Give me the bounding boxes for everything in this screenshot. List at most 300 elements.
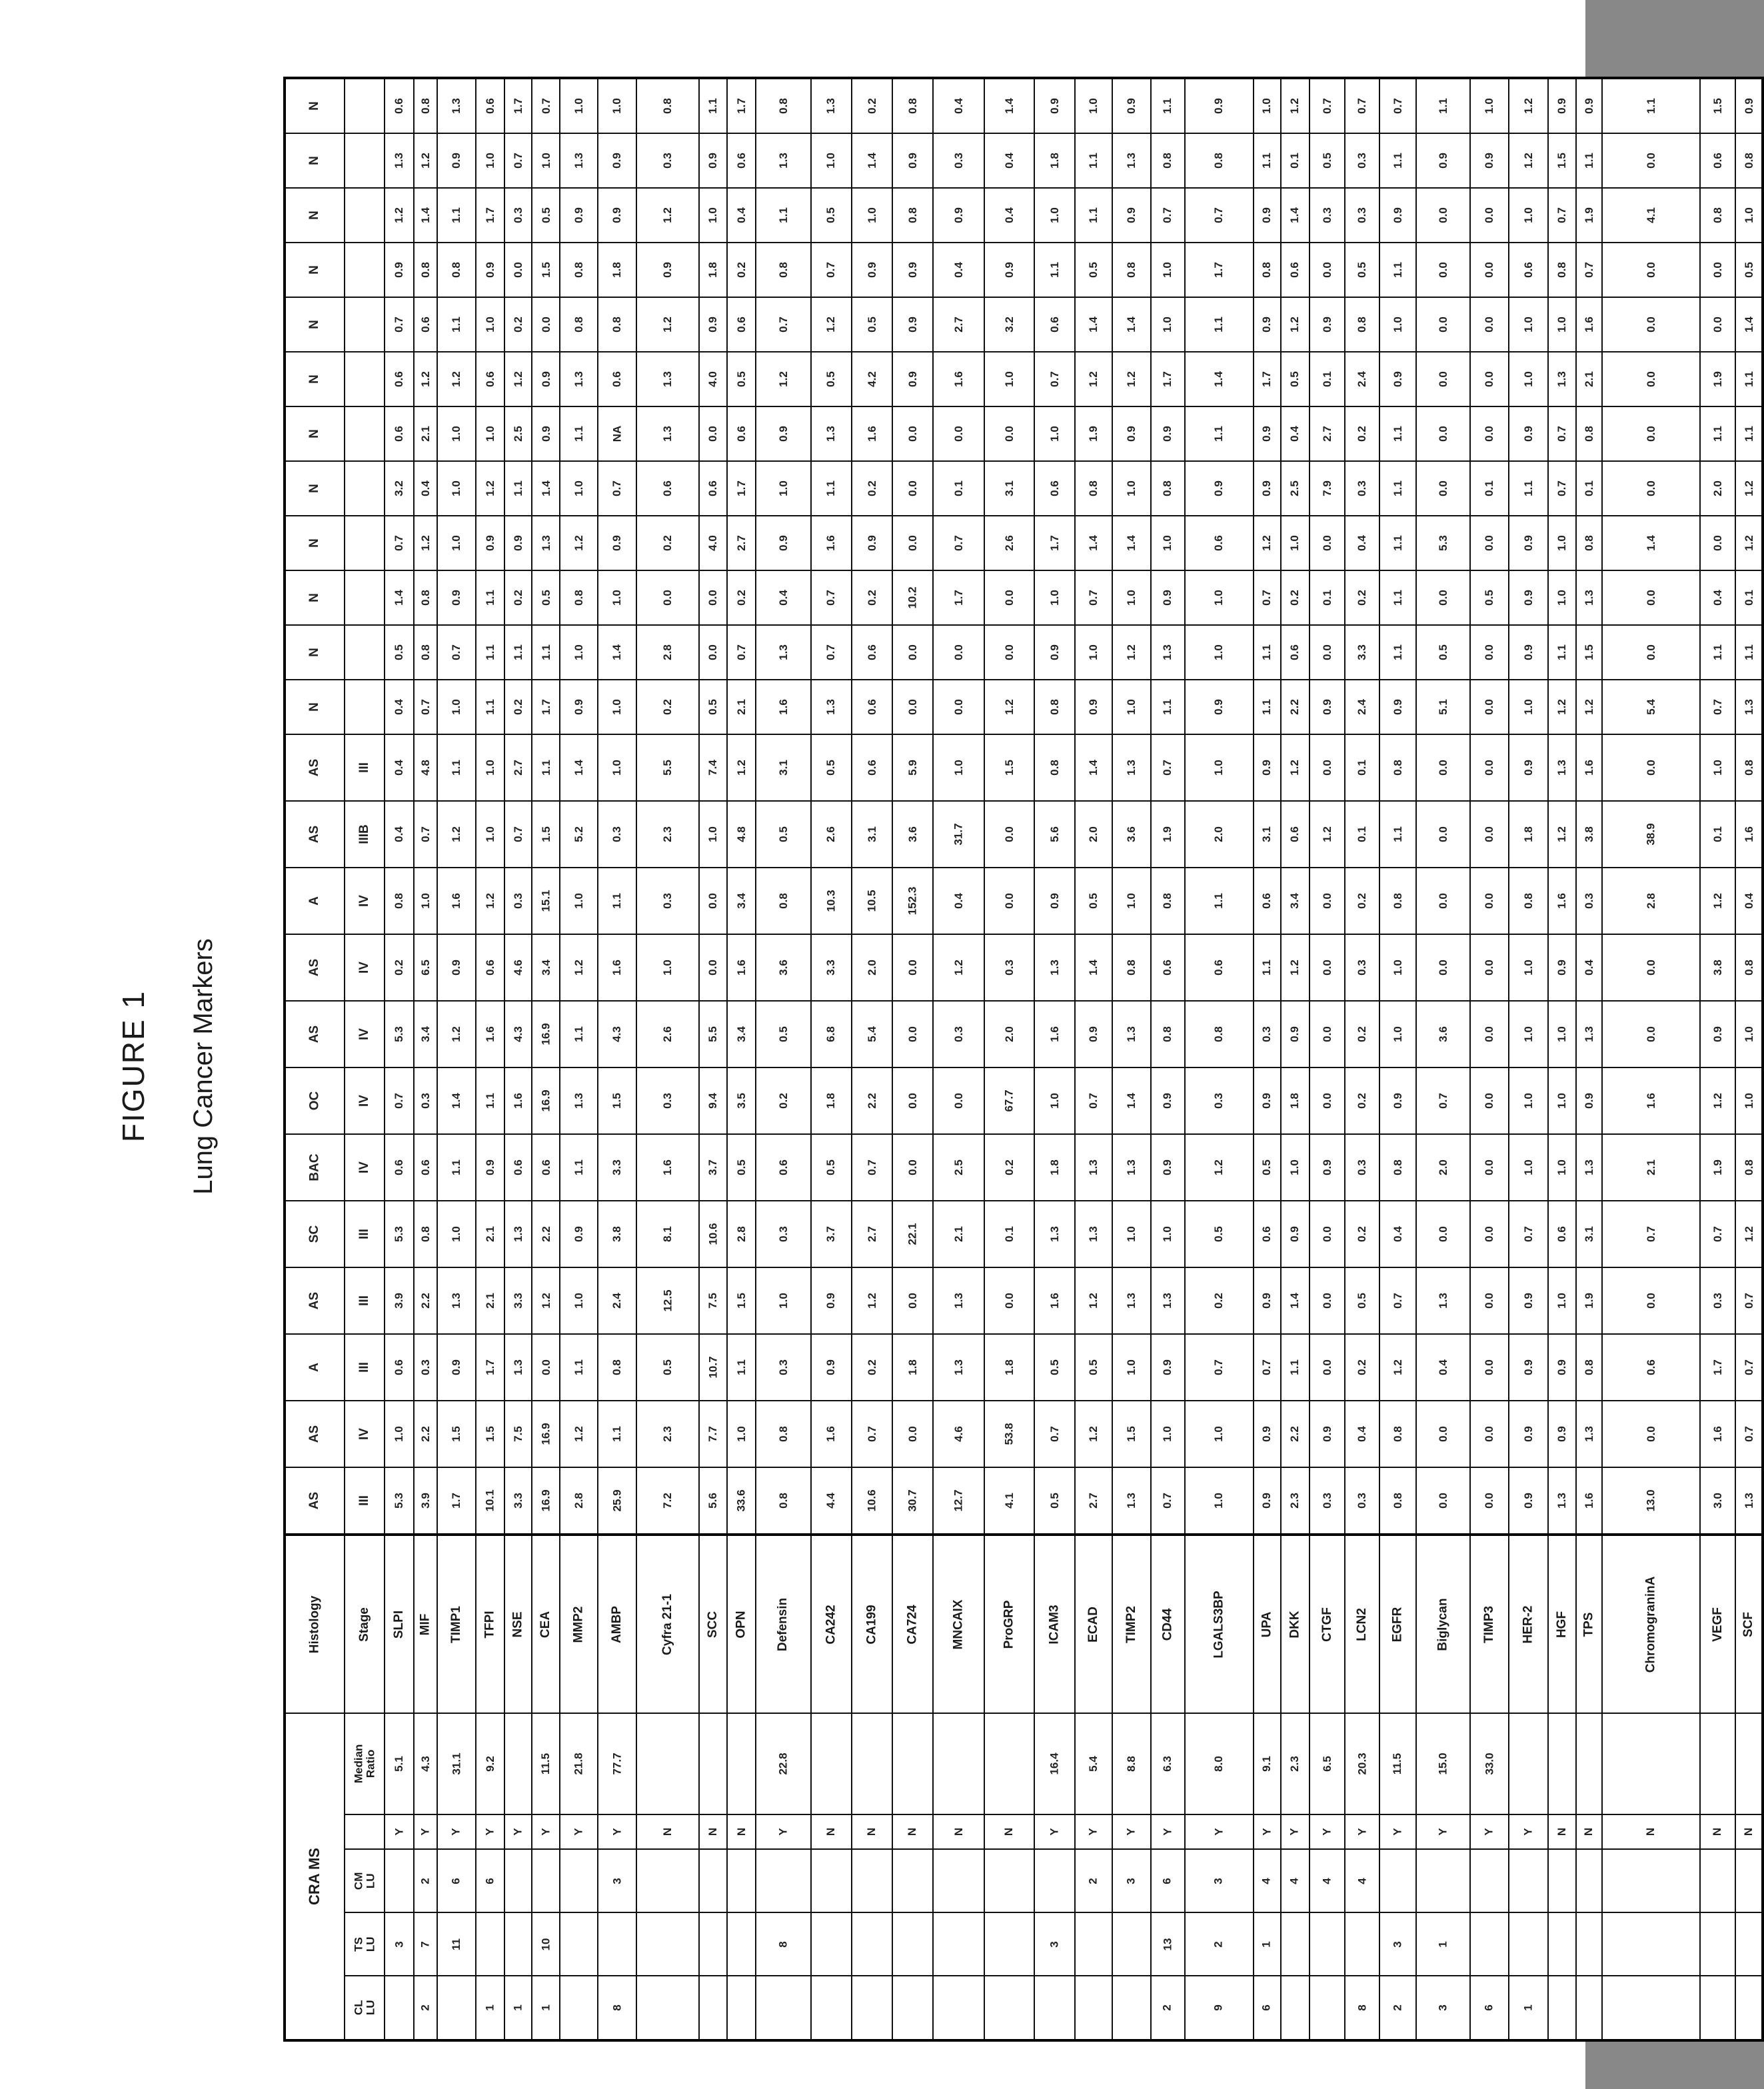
value-cell [699,297,727,352]
sample-row [285,868,1763,934]
value-cell [476,516,504,570]
value-cell [560,934,598,1001]
value-cell-text: 1.2 [824,317,838,333]
histology-cell-text: N [307,429,322,438]
value-cell [892,680,933,734]
value-cell [532,625,560,680]
marker-name-cell [1379,1535,1416,1713]
value-cell-text: 0.1 [1288,153,1302,169]
value-cell [1254,406,1281,461]
value-cell-text: 0.0 [1483,1493,1496,1509]
value-cell-text: 0.9 [1124,98,1138,114]
value-cell-text: 0.6 [734,153,748,169]
value-cell-text: 1.2 [1124,371,1138,387]
value-cell-text: 1.3 [572,1093,585,1109]
value-cell-text: 1.7 [1260,371,1274,387]
value-cell-text: 16.9 [539,1489,552,1512]
value-cell [1379,406,1416,461]
value-cell-text: 0.7 [393,535,406,551]
value-cell-text: 3.8 [1711,960,1724,976]
value-cell [852,868,892,934]
value-cell [1112,352,1151,406]
value-cell [1151,1267,1185,1334]
cra-ms-row-value-cell-text: Y [1355,1828,1369,1836]
value-cell-text: 0.1 [1320,590,1333,606]
value-cell [699,406,727,461]
value-cell [476,352,504,406]
cra-ms-row-value-cell [1379,1814,1416,1849]
value-cell-text: 0.0 [906,699,919,715]
value-cell [1548,1067,1576,1134]
value-cell-text: 0.6 [419,317,432,333]
value-cell-text: 0.3 [1355,480,1369,496]
value-cell [699,801,727,868]
value-cell [560,297,598,352]
value-cell-text: 1.1 [572,1159,585,1175]
value-cell [636,934,699,1001]
cra-ms-group-label-text: CRA MS [306,1848,323,1905]
value-cell [1075,352,1112,406]
value-cell [1470,680,1509,734]
value-cell [1379,1201,1416,1267]
value-cell-text: 3.7 [824,1226,838,1242]
value-cell [1548,734,1576,801]
value-cell-text: 1.2 [1212,1159,1226,1175]
value-cell-text: 1.3 [539,535,552,551]
value-cell [1281,570,1310,625]
value-cell-text: 1.2 [572,535,585,551]
value-cell [476,680,504,734]
value-cell [984,1467,1034,1535]
value-cell [1548,934,1576,1001]
median-ratio-row-value-cell [1509,1713,1548,1814]
value-cell [1310,188,1345,243]
figure-subtitle-text: Lung Cancer Markers [188,938,218,1195]
value-cell [1735,461,1763,516]
value-cell-text: 1.0 [1521,1159,1535,1175]
value-cell-text: 1.2 [776,371,790,387]
value-cell [811,461,852,516]
value-cell [598,801,636,868]
histology-cell [285,188,345,243]
value-cell [1735,1267,1763,1334]
marker-name-cell-text: SLPI [392,1610,407,1639]
value-cell-text: 1.1 [1260,644,1274,660]
stage-cell [345,1334,385,1401]
value-cell [933,801,984,868]
value-cell [1254,570,1281,625]
cl-lu-row-value-cell [699,1976,727,2040]
value-cell [1602,625,1700,680]
value-cell [1470,734,1509,801]
value-cell-text: 1.1 [450,207,463,223]
marker-name-cell-text: CTGF [1320,1607,1334,1642]
value-cell-text: 1.0 [734,1426,748,1442]
value-cell-text: 0.6 [393,98,406,114]
ts-lu-row-value-cell-text: 7 [419,1940,432,1948]
value-cell [892,1267,933,1334]
value-cell-text: 1.2 [419,535,432,551]
value-cell [1548,570,1576,625]
ts-lu-row-value-cell-text: 3 [1391,1940,1404,1948]
value-cell-text: 1.2 [419,371,432,387]
value-cell [437,78,476,133]
stage-cell-text: III [357,1295,371,1306]
value-cell [437,680,476,734]
value-cell-text: 0.0 [906,1426,919,1442]
value-cell [598,570,636,625]
value-cell [1310,680,1345,734]
value-cell-text: 2.1 [419,426,432,442]
stage-cell [345,734,385,801]
value-cell-text: 1.1 [1391,262,1404,278]
value-cell [933,1067,984,1134]
value-cell [1700,1334,1736,1401]
value-cell-text: 1.7 [734,480,748,496]
value-cell-text: 0.9 [1555,960,1569,976]
value-cell [852,625,892,680]
value-cell-text: 0.4 [1742,893,1755,909]
value-cell-text: 0.6 [393,1359,406,1375]
value-cell [1151,1201,1185,1267]
value-cell [560,1334,598,1401]
value-cell [1416,801,1470,868]
marker-name-cell-text: ChromograninA [1643,1576,1658,1673]
value-cell-text: 0.3 [1260,1026,1274,1042]
cm-lu-row-value-cell [385,1849,414,1912]
value-cell [1602,868,1700,934]
stage-cell [345,133,385,188]
cl-lu-row-value-cell [811,1976,852,2040]
value-cell [984,1067,1034,1134]
value-cell-text: 1.5 [1582,644,1595,660]
value-cell-text: 1.0 [1288,535,1302,551]
value-cell [504,78,532,133]
value-cell [598,680,636,734]
sample-row [285,1401,1763,1467]
cl-lu-row-value-cell-text: 2 [1161,2004,1174,2011]
value-cell [892,461,933,516]
value-cell-text: 1.1 [483,1093,496,1109]
value-cell-text: 1.7 [483,1359,496,1375]
value-cell [414,243,437,297]
value-cell [476,570,504,625]
marker-name-cell-text: TPS [1581,1612,1596,1637]
value-cell [504,1067,532,1134]
ts-lu-row-value-cell [1379,1912,1416,1976]
value-cell [1602,461,1700,516]
value-cell-text: 0.1 [1002,1226,1016,1242]
value-cell-text: 0.8 [419,590,432,606]
stage-cell [345,461,385,516]
value-cell-text: 0.9 [1521,1359,1535,1375]
value-cell [1310,1201,1345,1267]
value-cell [1548,1201,1576,1267]
value-cell [727,406,756,461]
cm-lu-row-value-cell [1416,1849,1470,1912]
value-cell [476,1334,504,1401]
value-cell [1345,1334,1379,1401]
value-cell-text: 1.0 [483,317,496,333]
histology-cell [285,1201,345,1267]
value-cell [933,461,984,516]
value-cell [414,625,437,680]
median-ratio-row-value-cell-text: 8.8 [1124,1756,1138,1772]
cra-ms-row-value-cell-text: N [1711,1827,1724,1836]
marker-name-cell [1075,1535,1112,1713]
value-cell-text: 0.6 [734,426,748,442]
histology-cell [285,406,345,461]
value-cell-text: 1.0 [393,1426,406,1442]
value-cell-text: 1.0 [450,426,463,442]
value-cell [1416,734,1470,801]
median-ratio-row-value-cell-text: 9.2 [483,1756,496,1772]
value-cell [1034,406,1075,461]
value-cell-text: 1.2 [661,317,674,333]
value-cell [1416,934,1470,1001]
value-cell [1034,243,1075,297]
value-cell-text: 3.1 [776,760,790,776]
value-cell-text: 1.3 [1087,1159,1100,1175]
value-cell [1151,868,1185,934]
value-cell [1254,1467,1281,1535]
value-cell-text: 1.0 [661,960,674,976]
value-cell [852,934,892,1001]
histology-cell-text: N [307,702,322,712]
stage-cell-text: IV [357,1095,371,1107]
value-cell-text: 7.2 [661,1493,674,1509]
value-cell [984,1134,1034,1201]
value-cell-text: 1.1 [1742,371,1755,387]
value-cell [1310,1001,1345,1067]
value-cell [933,734,984,801]
value-cell [476,1067,504,1134]
value-cell [756,516,810,570]
value-cell [414,78,437,133]
value-cell-text: 1.0 [1048,590,1061,606]
value-cell-text: 0.9 [661,262,674,278]
value-cell [1034,1401,1075,1467]
ts-lu-label-text: TS LU [351,1936,377,1952]
value-cell [1416,1267,1470,1334]
value-cell [1112,1201,1151,1267]
value-cell [1379,1467,1416,1535]
value-cell-text: 1.0 [1161,262,1174,278]
value-cell [1602,352,1700,406]
value-cell-text: 0.3 [1355,1159,1369,1175]
value-cell [1548,1001,1576,1067]
cm-lu-row-value-cell [1735,1849,1763,1912]
value-cell [1034,1267,1075,1334]
value-cell-text: 1.6 [1711,1426,1724,1442]
cra-ms-row-value-cell [811,1814,852,1849]
value-cell-text: 0.7 [1212,207,1226,223]
value-cell [699,680,727,734]
cl-lu-row-value-cell-text: 6 [1260,2004,1274,2011]
ts-lu-row-value-cell [1075,1912,1112,1976]
value-cell-text: 1.1 [1212,426,1226,442]
value-cell [1185,1267,1254,1334]
cra-ms-group-label [285,1713,345,2040]
value-cell [1700,188,1736,243]
value-cell-text: 0.0 [1644,1026,1657,1042]
value-cell [1700,801,1736,868]
value-cell-text: 0.9 [1521,426,1535,442]
value-cell-text: 1.0 [572,98,585,114]
value-cell [1281,868,1310,934]
marker-name-cell [1735,1535,1763,1713]
median-ratio-row-value-cell [1576,1713,1602,1814]
value-cell [1112,1134,1151,1201]
ts-lu-row-value-cell [385,1912,414,1976]
sample-row [285,1001,1763,1067]
histology-cell-text: AS [307,958,322,977]
value-cell [727,1467,756,1535]
marker-name-cell [636,1535,699,1713]
value-cell-text: 1.2 [1742,480,1755,496]
value-cell-text: 4.1 [1644,207,1657,223]
value-cell [504,868,532,934]
value-cell [1470,133,1509,188]
value-cell [1310,1267,1345,1334]
value-cell [532,868,560,934]
value-cell-text: 1.1 [539,644,552,660]
cra-ms-row-value-cell-text: N [824,1827,838,1836]
marker-name-cell [1254,1535,1281,1713]
value-cell-text: 0.0 [1320,1293,1333,1309]
value-cell-text: 1.2 [572,960,585,976]
value-cell-text: 0.0 [1644,644,1657,660]
value-cell-text: 0.9 [1521,590,1535,606]
value-cell [1185,1401,1254,1467]
stage-cell-text: III [357,1495,371,1506]
cra-ms-row-value-cell-text: Y [419,1828,432,1836]
value-cell-text: 0.4 [1355,535,1369,551]
cra-ms-row-value-cell-text: Y [1124,1828,1138,1836]
value-cell [598,133,636,188]
cm-lu-row-value-cell [1576,1849,1602,1912]
value-cell-text: 0.0 [1436,1226,1449,1242]
value-cell-text: 1.1 [511,644,524,660]
value-cell-text: 1.7 [483,207,496,223]
cl-lu-label-text: CL LU [351,2000,377,2016]
value-cell [414,1267,437,1334]
value-cell [727,78,756,133]
value-cell-text: 1.7 [539,699,552,715]
value-cell-text: 0.9 [1521,644,1535,660]
value-cell [437,1067,476,1134]
value-cell [1254,133,1281,188]
value-cell [1075,406,1112,461]
value-cell-text: 0.6 [661,480,674,496]
value-cell-text: 152.3 [906,886,919,916]
sample-row [285,1467,1763,1535]
value-cell-text: 0.0 [1644,480,1657,496]
value-cell-text: 1.4 [1087,535,1100,551]
value-cell-text: 1.2 [865,1293,878,1309]
sample-row [285,1134,1763,1201]
value-cell-text: 0.6 [1260,1226,1274,1242]
median-ratio-row-value-cell-text: 22.8 [776,1752,790,1775]
value-cell-text: 1.1 [1161,699,1174,715]
value-cell-text: 1.4 [450,1093,463,1109]
value-cell [1700,78,1736,133]
ts-lu-row-value-cell-text: 1 [1260,1940,1274,1948]
value-cell [1576,406,1602,461]
value-cell [1185,516,1254,570]
value-cell [1185,297,1254,352]
value-cell [560,734,598,801]
histology-cell [285,934,345,1001]
cl-lu-row-value-cell [1548,1976,1576,2040]
value-cell [1470,1001,1509,1067]
value-cell [1509,243,1548,297]
value-cell [560,680,598,734]
value-cell [1735,406,1763,461]
value-cell-text: 1.5 [734,1293,748,1309]
ts-lu-row-value-cell [1151,1912,1185,1976]
value-cell [560,352,598,406]
value-cell [532,461,560,516]
cra-ms-row-value-cell [1470,1814,1509,1849]
value-cell-text: 0.7 [824,590,838,606]
marker-name-cell [1185,1535,1254,1713]
value-cell-text: 3.4 [539,960,552,976]
value-cell [385,1201,414,1267]
value-cell [1112,297,1151,352]
value-cell-text: 1.4 [1288,1293,1302,1309]
value-cell-text: 5.4 [1644,699,1657,715]
value-cell [560,1267,598,1334]
value-cell-text: 1.8 [610,262,624,278]
value-cell [852,680,892,734]
cra-ms-row-value-cell-text: N [906,1827,919,1836]
value-cell-text: 2.1 [1644,1159,1657,1175]
value-cell-text: 0.5 [1087,262,1100,278]
value-cell [1151,734,1185,801]
value-cell [636,133,699,188]
value-cell-text: 2.7 [952,317,965,333]
value-cell-text: 0.3 [1355,207,1369,223]
value-cell [933,1267,984,1334]
value-cell-text: 0.7 [393,317,406,333]
value-cell [636,78,699,133]
value-cell-text: 0.5 [824,760,838,776]
value-cell [1416,297,1470,352]
value-cell [437,352,476,406]
value-cell-text: 1.0 [1483,98,1496,114]
median-ratio-row-value-cell [598,1713,636,1814]
value-cell [756,934,810,1001]
value-cell [1735,680,1763,734]
value-cell-text: 0.0 [1002,644,1016,660]
ts-lu-row-value-cell [756,1912,810,1976]
value-cell [984,297,1034,352]
value-cell-text: 1.6 [1048,1026,1061,1042]
value-cell-text: 3.6 [1436,1026,1449,1042]
value-cell-text: 0.6 [1161,960,1174,976]
value-cell-text: 0.1 [1483,480,1496,496]
value-cell [1700,1201,1736,1267]
value-cell-text: 1.1 [483,644,496,660]
value-cell [1310,801,1345,868]
cra-ms-row-value-cell-text: Y [610,1828,624,1836]
value-cell-text: 3.4 [1288,893,1302,909]
value-cell [1345,243,1379,297]
value-cell [1602,297,1700,352]
cm-lu-row-value-cell [933,1849,984,1912]
marker-name-cell-text: TIMP3 [1482,1605,1497,1643]
